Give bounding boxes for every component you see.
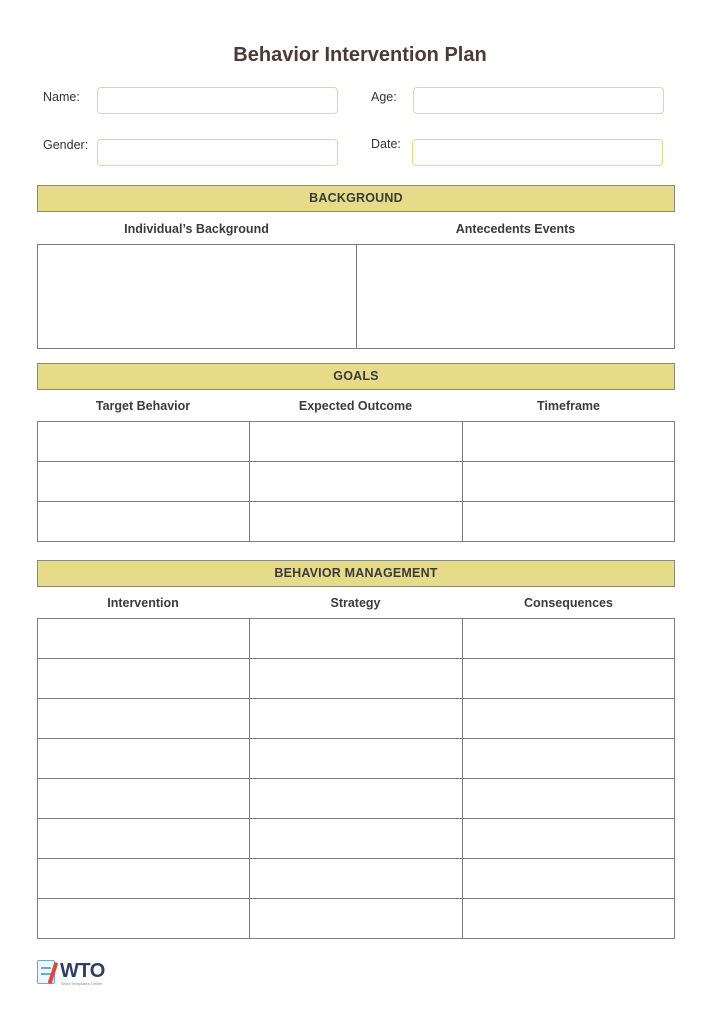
table-row xyxy=(38,699,675,739)
strategy-cell[interactable] xyxy=(250,619,462,659)
consequences-cell[interactable] xyxy=(462,899,674,939)
intervention-cell[interactable] xyxy=(38,659,250,699)
intervention-cell[interactable] xyxy=(38,739,250,779)
target-behavior-cell[interactable] xyxy=(38,422,250,462)
background-heading: BACKGROUND xyxy=(37,185,675,212)
table-row xyxy=(38,502,675,542)
antecedents-events-cell[interactable] xyxy=(356,245,675,349)
consequences-cell[interactable] xyxy=(462,819,674,859)
wto-logo xyxy=(37,958,127,988)
timeframe-cell[interactable] xyxy=(462,422,674,462)
strategy-cell[interactable] xyxy=(250,699,462,739)
goals-heading: GOALS xyxy=(37,363,675,390)
age-field[interactable] xyxy=(413,87,664,114)
logo-tagline: Word Templates Online xyxy=(61,981,103,986)
table-row xyxy=(38,659,675,699)
consequences-cell[interactable] xyxy=(462,859,674,899)
name-label: Name: xyxy=(43,90,80,104)
strategy-cell[interactable] xyxy=(250,899,462,939)
table-row xyxy=(38,859,675,899)
table-row xyxy=(38,462,675,502)
timeframe-header: Timeframe xyxy=(537,399,600,413)
individuals-background-cell[interactable] xyxy=(38,245,357,349)
gender-field[interactable] xyxy=(97,139,338,166)
strategy-header: Strategy xyxy=(330,596,381,610)
strategy-cell[interactable] xyxy=(250,859,462,899)
consequences-cell[interactable] xyxy=(462,699,674,739)
intervention-header: Intervention xyxy=(107,596,179,610)
timeframe-cell[interactable] xyxy=(462,502,674,542)
behavior-management-heading: BEHAVIOR MANAGEMENT xyxy=(37,560,675,587)
table-row xyxy=(38,422,675,462)
intervention-cell[interactable] xyxy=(38,619,250,659)
expected-outcome-cell[interactable] xyxy=(250,422,462,462)
date-label: Date: xyxy=(371,137,401,151)
table-row xyxy=(38,899,675,939)
logo-text: WTO xyxy=(60,960,105,982)
goals-table xyxy=(37,421,675,542)
antecedents-events-header: Antecedents Events xyxy=(455,222,576,236)
intervention-cell[interactable] xyxy=(38,699,250,739)
target-behavior-header: Target Behavior xyxy=(95,399,191,413)
expected-outcome-cell[interactable] xyxy=(250,502,462,542)
consequences-cell[interactable] xyxy=(462,779,674,819)
behavior-management-table xyxy=(37,618,675,939)
timeframe-cell[interactable] xyxy=(462,462,674,502)
strategy-cell[interactable] xyxy=(250,779,462,819)
expected-outcome-cell[interactable] xyxy=(250,462,462,502)
intervention-cell[interactable] xyxy=(38,779,250,819)
consequences-header: Consequences xyxy=(524,596,613,610)
strategy-cell[interactable] xyxy=(250,739,462,779)
table-row xyxy=(38,779,675,819)
target-behavior-cell[interactable] xyxy=(38,462,250,502)
expected-outcome-header: Expected Outcome xyxy=(298,399,413,413)
table-row xyxy=(38,739,675,779)
consequences-cell[interactable] xyxy=(462,739,674,779)
date-field[interactable] xyxy=(412,139,663,166)
page-title: Behavior Intervention Plan xyxy=(233,44,487,66)
background-table xyxy=(37,244,675,349)
gender-label: Gender: xyxy=(43,138,89,152)
name-field[interactable] xyxy=(97,87,338,114)
age-label: Age: xyxy=(371,90,397,104)
table-row xyxy=(38,619,675,659)
intervention-cell[interactable] xyxy=(38,859,250,899)
table-row xyxy=(38,819,675,859)
individuals-background-header: Individual’s Background xyxy=(124,222,269,236)
target-behavior-cell[interactable] xyxy=(38,502,250,542)
consequences-cell[interactable] xyxy=(462,659,674,699)
intervention-cell[interactable] xyxy=(38,899,250,939)
strategy-cell[interactable] xyxy=(250,819,462,859)
consequences-cell[interactable] xyxy=(462,619,674,659)
strategy-cell[interactable] xyxy=(250,659,462,699)
intervention-cell[interactable] xyxy=(38,819,250,859)
